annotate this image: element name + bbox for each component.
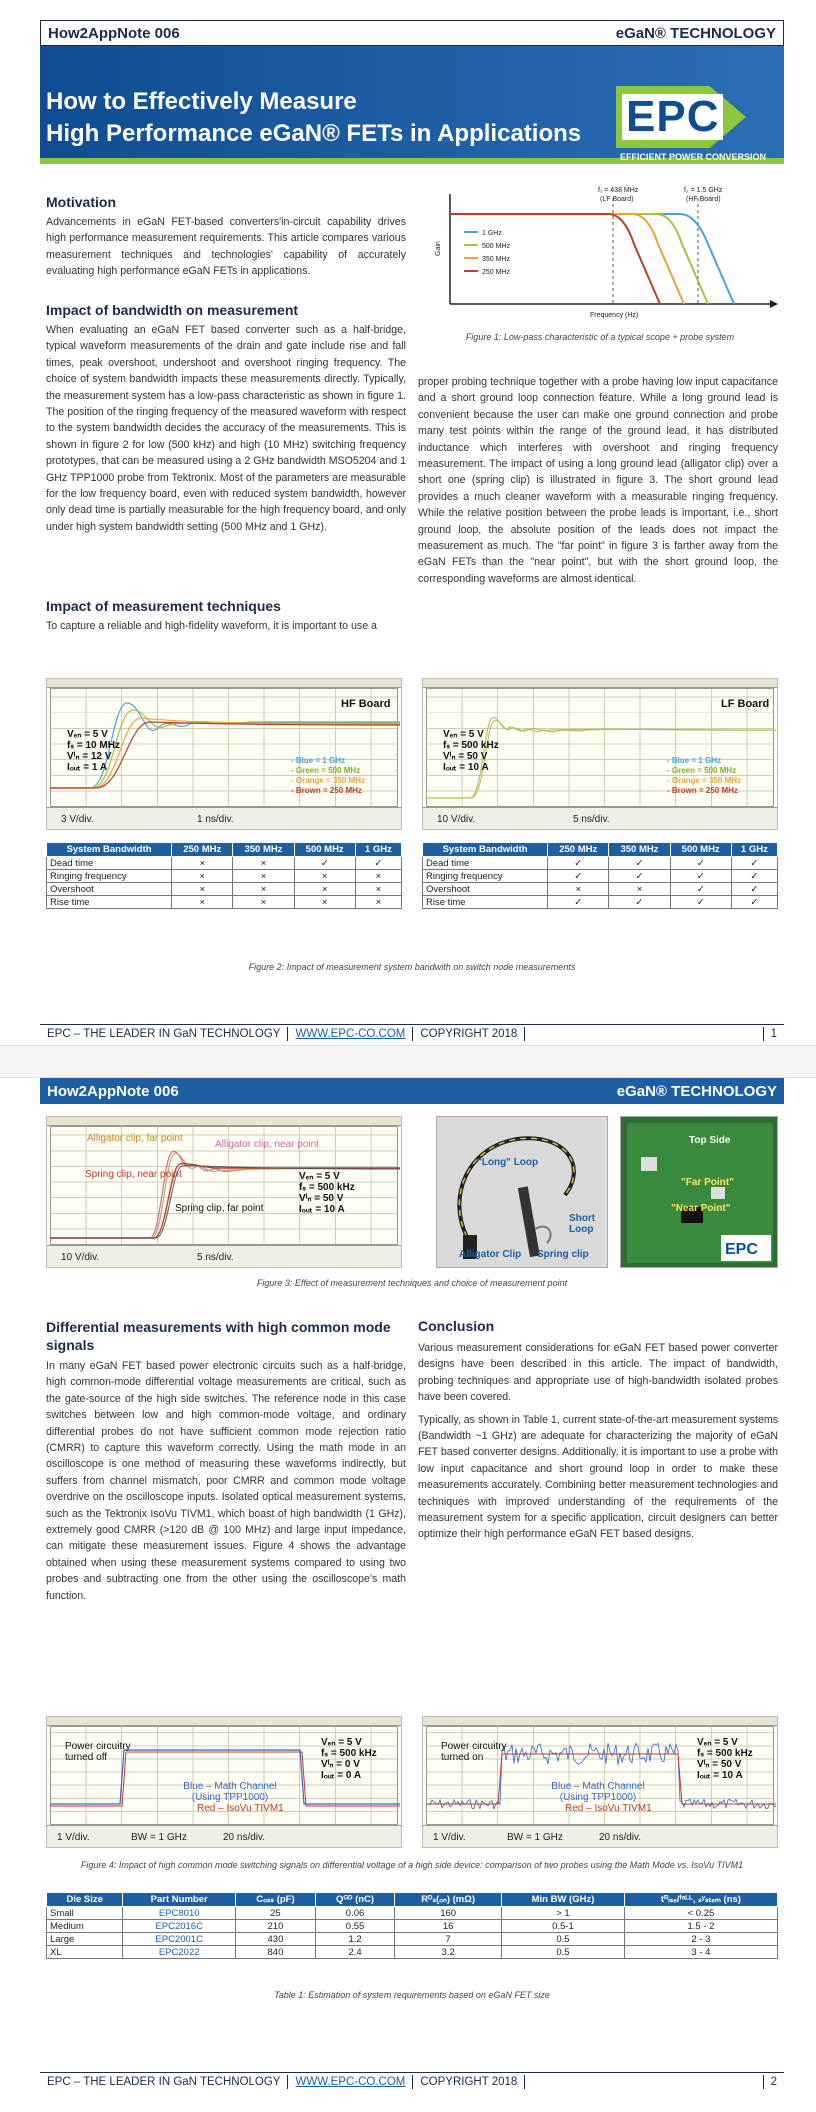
fig4a-scope-screenshot [46,1716,402,1848]
fig1-legend-label: 250 MHz [482,269,511,276]
probe-photo [436,1116,608,1268]
table-row [47,1907,778,1920]
column-header: 500 MHz [294,843,355,857]
table-cell: ✓ [355,857,401,870]
table-cell: 2.4 [315,1946,394,1959]
hf-legend: - Orange = 350 MHz [291,776,366,785]
fig4a-param: Vᴵₙ = 0 V [321,1759,360,1770]
hf-legend: - Green = 500 MHz [291,766,361,775]
epc-logo: EPC EFFICIENT POWER CONVERSION [586,86,772,166]
fig1-f2-sub: (HF Board) [686,196,721,203]
table-1-caption: Table 1: Estimation of system requirements based on eGaN FET size [274,1990,550,2000]
column-header: Rᴰₛ(ₒₙ) (mΩ) [395,1893,502,1907]
table-cell[interactable]: EPC2001C [123,1933,236,1946]
doc-id: How2AppNote 006 [48,24,180,42]
fig3-scope-screenshot [46,1116,402,1268]
table-cell: × [355,883,401,896]
hf-legend: - Brown = 250 MHz [291,786,362,795]
table-cell: ✓ [548,896,609,909]
column-header: System Bandwidth [47,843,172,857]
fig3-param: Vₑₙ = 5 V [299,1171,340,1182]
table-cell: 160 [395,1907,502,1920]
table-row [423,857,778,870]
table-cell: × [609,883,670,896]
table-cell[interactable]: EPC2022 [123,1946,236,1959]
table-cell: 3.2 [395,1946,502,1959]
fig1-ylabel: Gain [435,241,442,256]
fig1-legend-label: 1 GHz [482,230,502,237]
table-cell: ✓ [670,870,731,883]
table-cell: × [233,870,294,883]
hf-legend: - Blue = 1 GHz [291,756,346,765]
table-cell: 0.5 [502,1933,625,1946]
lf-param: fₛ = 500 kHz [443,740,499,751]
column-header: Qᴳᴰ (nC) [315,1893,394,1907]
table-cell: Overshoot [47,883,172,896]
system-requirements-table [46,1892,778,1959]
table-row [47,896,402,909]
table-cell: ✓ [670,857,731,870]
fig3-tdiv: 5 ns/div. [197,1252,234,1263]
fig4a-param: fₛ = 500 kHz [321,1748,377,1759]
page-number: 2 [763,2075,784,2089]
table-row [47,1933,778,1946]
fig3-label: Spring clip, far point [175,1203,264,1214]
table-cell[interactable]: EPC8010 [123,1907,236,1920]
fig4b-tdiv: 20 ns/div. [599,1832,642,1843]
conclusion-text: Various measurement considerations for eGaN FET based power converter designs have been described in this article. The impact of bandwidth, probing techniques and appropriate use of high-bandwidth isolated probes have been covered. Typically, as shown in Table 1, current state-of-the-art measurement systems (Bandwidth ~1 GHz) are adequate for characterizing the majority of eGaN FET based converter designs. Additionally, it is important to use a probe with low input capacitance and short ground loop in order to make these measurements accurately. Combining better measurement technologies and techniques with improved understanding of the requirements of the measurement system for a specific application, circuit designers can better optimize their high performance eGaN FET based designs. [418,1342,778,1541]
table-row [47,1920,778,1933]
photo-label: "Far Point" [681,1177,734,1188]
fig4b-param: Vᴵₙ = 50 V [697,1759,742,1770]
table-cell: > 1 [502,1907,625,1920]
hf-vdiv: 3 V/div. [61,814,94,825]
column-header: tᴿᵢₛₑ/ᶠᵃᴸᴸ, ₛʸₛₜₑₘ (ns) [624,1893,777,1907]
table-cell: ✓ [294,857,355,870]
hf-scope-screenshot [46,678,402,830]
hf-bandwidth-table [46,842,402,909]
photo-label: Spring clip [537,1249,589,1260]
figure-4-caption: Figure 4: Impact of high common mode switching signals on differential voltage of a high side device: comparison of two probes using the Math Mode vs. IsoVu TIVM1 [80,1860,744,1870]
fig3-label: Alligator clip, far point [87,1133,183,1144]
column-header: Min BW (GHz) [502,1893,625,1907]
fig4b-param: Vₑₙ = 5 V [697,1737,738,1748]
table-cell: 430 [235,1933,315,1946]
table-cell: 0.5-1 [502,1920,625,1933]
fig4a-param: Vₑₙ = 5 V [321,1737,362,1748]
fig4b-red-label: Red – IsoVu TIVM1 [565,1803,652,1814]
table-cell: 0.55 [315,1920,394,1933]
figure-1-caption: Figure 1: Low-pass characteristic of a typical scope + probe system [465,332,735,342]
table-cell: × [294,870,355,883]
fig4a-note: Power circuitry turned off [65,1741,131,1763]
table-cell: ✓ [548,870,609,883]
page-footer: EPC – THE LEADER IN GaN TECHNOLOGY WWW.EPC-CO.COM COPYRIGHT 2018 2 [40,2072,784,2090]
table-cell: × [355,870,401,883]
table-cell: ✓ [731,857,777,870]
right-column-text: proper probing technique together with a probe having low input capacitance and a short ground loop connection feature. While a long ground lead is convenient because the user can make one ground connection and probe many test points within the range of the ground lead, it has distributed inductance which interferes with overshoot and ringing frequency measurement. The impact of using a long ground lead (alligator clip) over a short one (spring clip) is illustrated in figure 3. The short ground lead provides a much cleaner waveform with a measurable ringing frequency. While the relative position between the probe leads is important, i.e., short ground loop, the absolute position of the leads does not impact the measurement as much. The "far point" in figure 3 is farther away from the eGaN FETs than the "near point", but with the short ground loop, the corresponding waveforms are almost identical. [418,376,778,585]
fig3-label: Spring clip, near point [85,1169,182,1180]
table-cell: 2 - 3 [624,1933,777,1946]
table-cell: × [548,883,609,896]
doc-title: How to Effectively Measure High Performance eGaN® FETs in Applications [46,88,582,147]
table-cell: < 0.25 [624,1907,777,1920]
fig4b-blue-label: Blue – Math Channel (Using TPP1000) [551,1781,645,1803]
fig4a-red-label: Red – IsoVu TIVM1 [197,1803,284,1814]
fig1-legend-label: 350 MHz [482,256,511,263]
table-cell: ✓ [548,857,609,870]
fig3-param: fₛ = 500 kHz [299,1182,355,1193]
bandwidth-text: When evaluating an eGaN FET based converter such as a half-bridge, typical waveform measurements of the drain and gate include rise and fall times, peak overshoot, undershoot and overshoot ringing frequency. The choice of system bandwidth impacts these measurements directly. Typically, the measurement system has a low-pass characteristic as shown in figure 1. The position of the ringing frequency of the measured waveform with respect to the system bandwidth decides the accuracy of the measurements. This is shown in figure 2 for low (500 kHz) and high (10 MHz) switching frequency prototypes, that can be measured using a 2 GHz bandwidth MSO5204 and 1 GHz TPP1000 probe from Tektronix. Most of the parameters are measurable for the low frequency board, even with reduced system bandwidth, however only dead time is partially measurable for the high frequency board, and only under high system bandwidth setting (500 MHz and 1 GHz). [46,324,406,533]
site-link[interactable]: WWW.EPC-CO.COM [295,2075,406,2088]
table-cell: ✓ [609,896,670,909]
table-cell: 840 [235,1946,315,1959]
hf-param: Vᴵₙ = 12 V [67,751,112,762]
table-cell: Large [47,1933,123,1946]
column-header: 500 MHz [670,843,731,857]
table-row [423,883,778,896]
lf-param: Vₑₙ = 5 V [443,729,484,740]
fig4a-blue-label: Blue – Math Channel (Using TPP1000) [183,1781,277,1803]
fig4a-bw: BW = 1 GHz [131,1832,187,1843]
table-cell: × [172,857,233,870]
table-header-row [47,843,402,857]
hf-param: fₛ = 10 MHz [67,740,120,751]
lf-legend: - Blue = 1 GHz [667,756,722,765]
fig1-f2-label: f₂ = 1.5 GHz [684,187,723,194]
table-cell: × [172,896,233,909]
page-gap [0,1045,816,1078]
lf-bandwidth-table [422,842,778,909]
lf-board-label: LF Board [721,698,770,710]
hf-param: Vₑₙ = 5 V [67,729,108,740]
table-cell: Ringing frequency [47,870,172,883]
table-cell: XL [47,1946,123,1959]
fig4b-param: Iₒᵤₜ = 10 A [697,1770,743,1781]
page-header [40,20,784,46]
fig3-vdiv: 10 V/div. [61,1252,100,1263]
site-link[interactable]: WWW.EPC-CO.COM [295,1027,406,1040]
page-1 [40,20,784,1045]
lf-scope-screenshot [422,678,778,830]
brand-tag: eGaN® TECHNOLOGY [616,1082,777,1100]
table-cell: × [294,883,355,896]
photo-label: Alligator Clip [459,1249,522,1260]
page-2 [40,1078,784,2094]
lf-param: Vᴵₙ = 50 V [443,751,488,762]
table-cell: × [233,896,294,909]
table-cell: ✓ [670,883,731,896]
fig1-f1-sub: (LF Board) [600,196,634,203]
figure-2-caption: Figure 2: Impact of measurement system bandwith on switch node measurements [248,962,576,972]
title-banner [40,46,784,164]
table-cell: 0.06 [315,1907,394,1920]
fig4b-bw: BW = 1 GHz [507,1832,563,1843]
column-header: Part Number [123,1893,236,1907]
table-cell: ✓ [731,883,777,896]
table-cell: 1.5 - 2 [624,1920,777,1933]
table-cell: Medium [47,1920,123,1933]
table-row [47,883,402,896]
table-cell[interactable]: EPC2016C [123,1920,236,1933]
fig1-xlabel: Frequency (Hz) [590,312,639,319]
column-header: 250 MHz [172,843,233,857]
table-cell: 25 [235,1907,315,1920]
page-header [40,1078,784,1104]
table-header-row [47,1893,778,1907]
table-cell: 7 [395,1933,502,1946]
table-cell: 1.2 [315,1933,394,1946]
fig4b-vdiv: 1 V/div. [433,1832,466,1843]
table-cell: ✓ [609,857,670,870]
board-logo-mark: EPC [725,1241,758,1258]
fig3-param: Iₒᵤₜ = 10 A [299,1204,345,1215]
fig4b-scope-screenshot [422,1716,778,1848]
figure-1-lowpass [420,184,780,324]
board-photo [620,1116,778,1268]
bandwidth-heading: Impact of bandwidth on measurement [46,302,299,318]
page-footer: EPC – THE LEADER IN GaN TECHNOLOGY WWW.EPC-CO.COM COPYRIGHT 2018 1 [40,1024,784,1042]
motivation-heading: Motivation [46,194,116,210]
techniques-heading: Impact of measurement techniques [46,598,281,614]
hf-param: Iₒᵤₜ = 1 A [67,762,108,773]
fig3-label: Alligator clip, near point [215,1139,319,1150]
table-cell: 16 [395,1920,502,1933]
techniques-text: To capture a reliable and high-fidelity waveform, it is important to use a [46,620,377,632]
page-number: 1 [763,1027,784,1041]
doc-id: How2AppNote 006 [47,1082,179,1100]
fig1-f1-label: f₁ = 438 MHz [598,187,639,194]
table-row [47,870,402,883]
motivation-text: Advancements in eGaN FET-based converters'in-circuit capability drives high performance measurement requirements. This article compares various measurement techniques and technologies' capability of accurately evaluating high performance eGaN FETs in applications. [46,216,406,278]
fig4b-note: Power circuitry turned on [441,1741,507,1763]
table-cell: Small [47,1907,123,1920]
table-cell: 0.5 [502,1946,625,1959]
table-row [423,870,778,883]
table-cell: ✓ [731,896,777,909]
fig1-x-arrow [770,300,778,308]
table-cell: × [294,896,355,909]
lf-legend: - Green = 500 MHz [667,766,737,775]
column-header: 1 GHz [731,843,777,857]
column-header: 1 GHz [355,843,401,857]
differential-text: In many eGaN FET based power electronic circuits such as a half-bridge, high common-mode differential voltage measurements are critical, such as the gate-source of the high side switches. The reference node in this case switches between low and high common-mode voltage, and ordinary differential probes do not have sufficient common mode rejection ratio (CMRR) to capture this waveform correctly. Using the math mode in an oscilloscope is one method of measuring these waveforms indirectly, but suffers from channel mismatch, poor CMRR and common mode voltage overdrive on the oscilloscope inputs. Isolated optical measurement systems, such as the Tektronix IsoVu TIVM1, which boast of high bandwidth (1 GHz), extremely good CMRR (>120 dB @ 100 MHz) and large input impedance, can mitigate these measurement issues. Figure 4 shows the advantage obtained when using these measurement systems compared to using two probes and subtracting one from the other using the oscilloscope's math function. [46,1360,406,1602]
table-cell: Overshoot [423,883,548,896]
table-cell: Rise time [423,896,548,909]
fig3-param: Vᴵₙ = 50 V [299,1193,344,1204]
table-cell: ✓ [609,870,670,883]
table-header-row [423,843,778,857]
column-header: System Bandwidth [423,843,548,857]
table-cell: Ringing frequency [423,870,548,883]
table-row [47,1946,778,1959]
figure-3-caption: Figure 3: Effect of measurement techniques and choice of measurement point [256,1278,568,1288]
column-header: 250 MHz [548,843,609,857]
column-header: Die Size [47,1893,123,1907]
conclusion-heading: Conclusion [418,1318,495,1334]
lf-param: Iₒᵤₜ = 10 A [443,762,489,773]
table-cell: × [355,896,401,909]
table-cell: Dead time [47,857,172,870]
lf-legend: - Orange = 350 MHz [667,776,742,785]
brand-tag: eGaN® TECHNOLOGY [615,24,776,42]
photo-label: Top Side [689,1135,731,1146]
table-cell: × [233,857,294,870]
fig4b-param: fₛ = 500 kHz [697,1748,753,1759]
fig4a-tdiv: 20 ns/div. [223,1832,266,1843]
table-row [423,896,778,909]
fig4a-vdiv: 1 V/div. [57,1832,90,1843]
photo-label: "Near Point" [671,1203,731,1214]
table-cell: 210 [235,1920,315,1933]
hf-tdiv: 1 ns/div. [197,814,234,825]
table-cell: Rise time [47,896,172,909]
hf-board-label: HF Board [341,698,391,710]
table-cell: × [172,883,233,896]
table-cell: ✓ [670,896,731,909]
table-cell: Dead time [423,857,548,870]
column-header: Cₒₛₛ (pF) [235,1893,315,1907]
fig1-legend-label: 500 MHz [482,243,511,250]
lf-vdiv: 10 V/div. [437,814,476,825]
lf-legend: - Brown = 250 MHz [667,786,738,795]
photo-label: "Long" Loop [477,1157,539,1168]
table-cell: × [172,870,233,883]
column-header: 350 MHz [233,843,294,857]
table-cell: 3 - 4 [624,1946,777,1959]
column-header: 350 MHz [609,843,670,857]
lf-tdiv: 5 ns/div. [573,814,610,825]
photo-label: Short Loop [569,1213,596,1235]
table-row [47,857,402,870]
fig4a-param: Iₒᵤₜ = 0 A [321,1770,362,1781]
differential-heading: Differential measurements with high common mode signals [46,1319,391,1353]
table-cell: ✓ [731,870,777,883]
table-cell: × [233,883,294,896]
